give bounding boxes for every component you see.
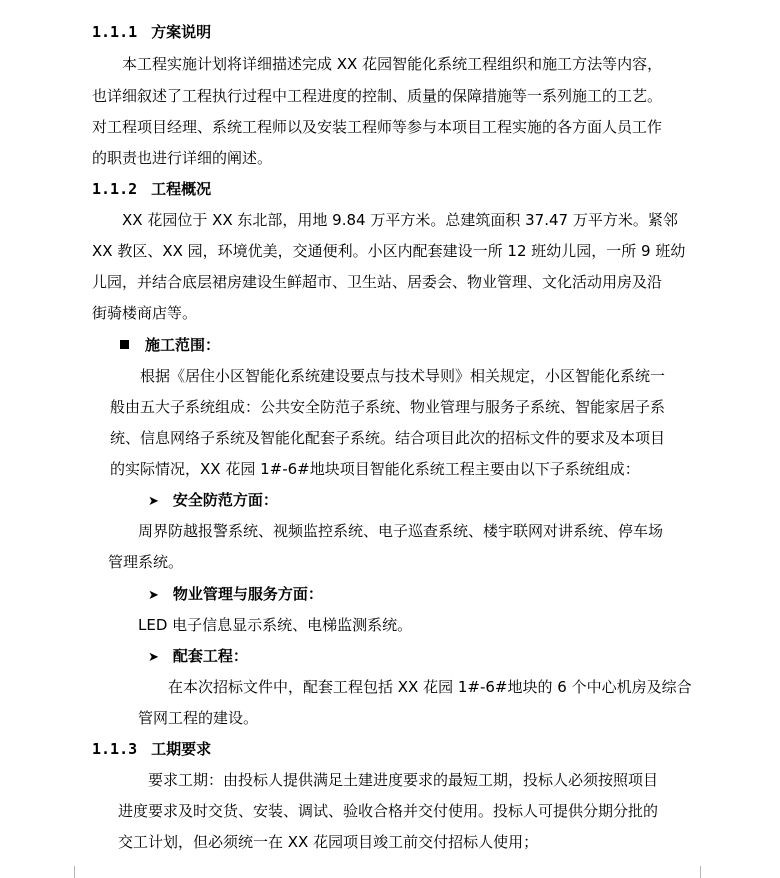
arrow-bullet-icon: ➤ [148,588,159,603]
page-corner-mark-left [60,866,75,878]
bullet-label: 施工范围： [145,336,221,354]
paragraph-line: 根据《居住小区智能化系统建设要点与技术导则》相关规定，小区智能化系统一 [140,367,666,385]
bullet-scope [120,335,220,355]
section-number: 1.1.1 [92,23,138,41]
section-heading-1-1-3 [92,739,211,759]
bullet-label: 配套工程： [172,647,248,665]
paragraph-line: 管理系统。 [108,553,184,571]
paragraph-line: 对工程项目经理、系统工程师以及安装工程师等参与本项目工程实施的各方面人员工作 [92,118,663,136]
arrow-bullet-icon: ➤ [148,494,159,509]
paragraph-line: 进度要求及时交货、安装、调试、验收合格并交付使用。投标人可提供分期分批的 [118,802,659,820]
bullet-supporting [148,646,248,666]
paragraph-line: XX 教区、XX 园，环境优美，交通便利。小区内配套建设一所 12 班幼儿园，一所 9 班幼 [92,242,686,260]
paragraph-line: LED 电子信息显示系统、电梯监测系统。 [138,616,413,634]
bullet-label: 物业管理与服务方面： [172,585,323,603]
bullet-label: 安全防范方面： [172,491,278,509]
paragraph-line: 也详细叙述了工程执行过程中工程进度的控制、质量的保障措施等一系列施工的工艺。 [92,87,663,105]
bullet-property [148,584,323,604]
section-title: 工程概况 [151,180,212,198]
section-heading-1-1-2 [92,179,211,199]
page-corner-mark-right [700,866,715,878]
paragraph-line: 儿园，并结合底层裙房建设生鲜超市、卫生站、居委会、物业管理、文化活动用房及沿 [92,273,663,291]
section-title: 方案说明 [151,23,212,41]
paragraph-line: 要求工期：由投标人提供满足土建进度要求的最短工期，投标人必须按照项目 [148,771,659,789]
square-bullet-icon [120,340,129,349]
arrow-bullet-icon: ➤ [148,650,159,665]
paragraph-line: 的实际情况，XX 花园 1#-6#地块项目智能化系统工程主要由以下子系统组成： [110,460,640,478]
paragraph-line: 周界防越报警系统、视频监控系统、电子巡查系统、楼宇联网对讲系统、停车场 [138,522,664,540]
section-heading-1-1-1 [92,22,211,42]
section-number: 1.1.2 [92,180,138,198]
section-title: 工期要求 [151,740,212,758]
paragraph-line: 街骑楼商店等。 [92,304,198,322]
paragraph-line: 本工程实施计划将详细描述完成 XX 花园智能化系统工程组织和施工方法等内容， [122,55,663,73]
paragraph-line: XX 花园位于 XX 东北部，用地 9.84 万平方米。总建筑面积 37.47 万平方米。紧邻 [122,211,678,229]
paragraph-line: 管网工程的建设。 [138,709,259,727]
bullet-security [148,490,278,510]
paragraph-line: 交工计划，但必须统一在 XX 花园项目竣工前交付招标人使用； [118,833,539,851]
paragraph-line: 般由五大子系统组成：公共安全防范子系统、物业管理与服务子系统、智能家居子系 [110,398,666,416]
paragraph-line: 在本次招标文件中，配套工程包括 XX 花园 1#-6#地块的 6 个中心机房及综合 [168,678,692,696]
section-number: 1.1.3 [92,740,138,758]
paragraph-line: 统、信息网络子系统及智能化配套子系统。结合项目此次的招标文件的要求及本项目 [110,429,666,447]
paragraph-line: 的职责也进行详细的阐述。 [92,149,273,167]
